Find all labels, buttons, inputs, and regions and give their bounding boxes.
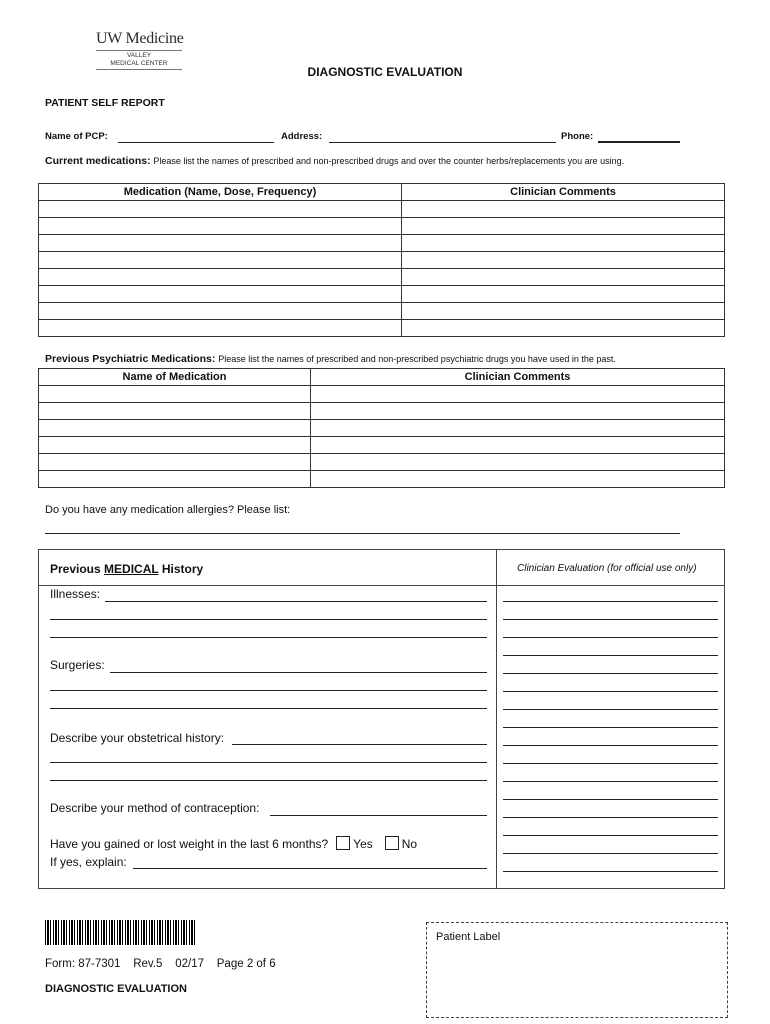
form-info: Form: 87-7301 Rev.5 02/17 Page 2 of 6 (45, 958, 276, 970)
table-row[interactable] (39, 471, 725, 488)
previous-medications-table (38, 368, 725, 488)
patient-label-box (426, 922, 728, 1018)
clinician-line[interactable] (503, 842, 718, 854)
medical-history-heading: Previous MEDICAL History (50, 562, 204, 576)
clinician-line[interactable] (503, 734, 718, 746)
table-row[interactable] (39, 420, 725, 437)
column-divider (496, 549, 497, 889)
clinician-line[interactable] (503, 752, 718, 764)
barcode (45, 920, 197, 945)
illnesses-field[interactable] (50, 608, 487, 620)
clinician-line[interactable] (503, 680, 718, 692)
allergies-field[interactable] (45, 522, 680, 534)
explain-label: If yes, explain: (50, 855, 127, 869)
footer-title: DIAGNOSTIC EVALUATION (45, 983, 187, 995)
yes-checkbox[interactable] (336, 836, 350, 850)
surgeries-field[interactable] (50, 697, 487, 709)
page-title: DIAGNOSTIC EVALUATION (307, 65, 463, 79)
clinician-line[interactable] (503, 662, 718, 674)
address-field[interactable] (329, 131, 556, 143)
table-row[interactable] (39, 303, 725, 320)
clinician-line[interactable] (503, 644, 718, 656)
table-row[interactable] (39, 269, 725, 286)
phone-label: Phone: (561, 131, 594, 142)
contraception-label: Describe your method of contraception: (50, 801, 260, 815)
table-row[interactable] (39, 235, 725, 252)
clinician-line[interactable] (503, 626, 718, 638)
clinician-evaluation-heading: Clinician Evaluation (for official use only) (517, 563, 697, 574)
col-header-name: Name of Medication (39, 369, 311, 386)
obstetric-label: Describe your obstetrical history: (50, 731, 225, 745)
clinician-line[interactable] (503, 608, 718, 620)
table-row[interactable] (39, 454, 725, 471)
surgeries-field[interactable] (50, 679, 487, 691)
no-checkbox[interactable] (385, 836, 399, 850)
clinician-line[interactable] (503, 716, 718, 728)
surgeries-label: Surgeries: (50, 658, 105, 672)
table-row[interactable] (39, 403, 725, 420)
surgeries-field[interactable] (110, 661, 487, 673)
clinician-line[interactable] (503, 860, 718, 872)
allergies-question: Do you have any medication allergies? Please list: (45, 504, 291, 516)
col-header-medication: Medication (Name, Dose, Frequency) (39, 184, 402, 201)
explain-field[interactable] (133, 857, 487, 869)
address-label: Address: (281, 131, 323, 142)
col-header-clinician: Clinician Comments (402, 184, 725, 201)
clinician-line[interactable] (503, 590, 718, 602)
section-heading: PATIENT SELF REPORT (45, 97, 165, 109)
table-row[interactable] (39, 201, 725, 218)
weight-question: Have you gained or lost weight in the last 6 months? Yes No (50, 837, 418, 851)
illnesses-label: Illnesses: (50, 587, 101, 601)
pcp-name-field[interactable] (118, 131, 274, 143)
obstetric-field[interactable] (232, 733, 487, 745)
logo-subtitle: VALLEY MEDICAL CENTER (96, 50, 182, 68)
patient-label-text: Patient Label (436, 931, 501, 943)
clinician-line[interactable] (503, 698, 718, 710)
table-row[interactable] (39, 437, 725, 454)
illnesses-field[interactable] (105, 590, 487, 602)
table-row[interactable] (39, 386, 725, 403)
clinician-line[interactable] (503, 824, 718, 836)
header-divider (38, 585, 725, 586)
illnesses-field[interactable] (50, 626, 487, 638)
current-meds-instructions: Current medications: Please list the names of prescribed and non-prescribed drugs and over the counter herbs/replacements you are using. (45, 155, 625, 167)
current-medications-table (38, 183, 725, 337)
logo-wordmark: UW Medicine (96, 30, 184, 47)
contraception-field[interactable] (270, 804, 487, 816)
clinician-line[interactable] (503, 788, 718, 800)
pcp-name-label: Name of PCP: (45, 131, 108, 142)
previous-meds-instructions: Previous Psychiatric Medications: Please list the names of prescribed and non-prescribed psychiatric drugs you have used in the past. (45, 353, 616, 365)
obstetric-field[interactable] (50, 769, 487, 781)
col-header-clinician: Clinician Comments (311, 369, 725, 386)
clinician-line[interactable] (503, 806, 718, 818)
table-row[interactable] (39, 218, 725, 235)
obstetric-field[interactable] (50, 751, 487, 763)
table-row[interactable] (39, 252, 725, 269)
clinician-line[interactable] (503, 770, 718, 782)
phone-field[interactable] (598, 131, 680, 143)
table-row[interactable] (39, 320, 725, 337)
table-row[interactable] (39, 286, 725, 303)
